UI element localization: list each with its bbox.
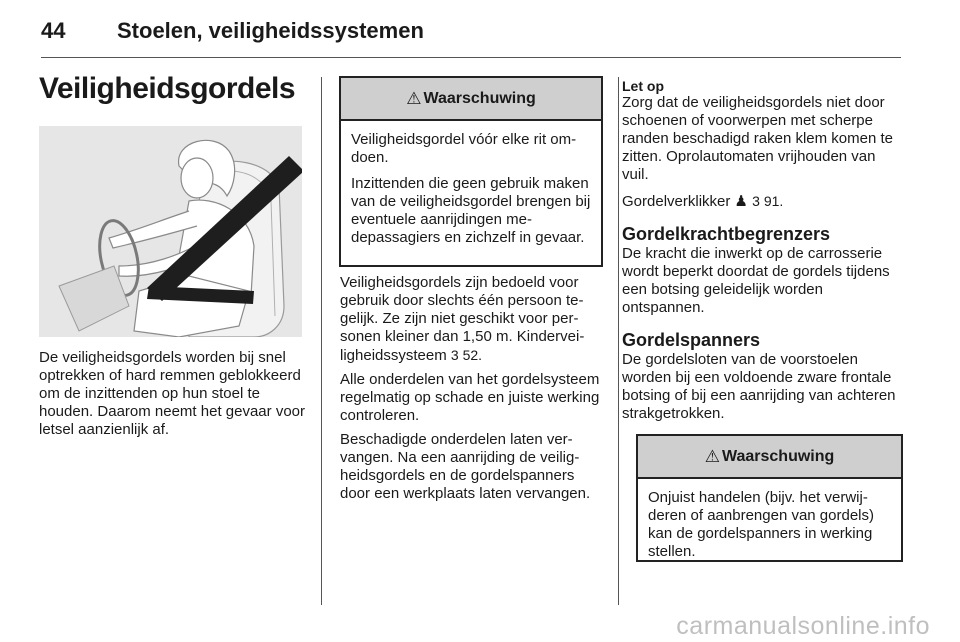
usage-paragraph	[340, 274, 606, 365]
warning-text-3: Onjuist handelen (bijv. het verwijderen of aanbrengen van gordels) kan de gordelspanners in werking stellen.	[648, 489, 874, 560]
column-1-text	[39, 349, 305, 445]
warning-header	[341, 78, 601, 121]
header-rule	[41, 57, 901, 58]
warning-triangle-icon: ⚠	[704, 446, 720, 466]
warning-box-1	[339, 76, 603, 267]
section-title: Stoelen, veiligheidssystemen	[117, 18, 424, 43]
note-text: Zorg dat de veiligheidsgordels niet door schoenen of voorwerpen met scherpe randen beschadigd raken klem komen te zitten. Oprolautomaten vrijhouden van vuil.	[622, 94, 893, 183]
column-3-text	[622, 78, 904, 429]
note-title: Let op	[622, 78, 664, 94]
page-number: 44	[41, 18, 66, 43]
usage-text: Veiligheidsgordels zijn bedoeld voor gebruik door slechts één persoon tegelijk. Ze zijn niet geschikt voor personen kleiner dan 1,50 m. Kinderveiligheidssysteem	[340, 274, 585, 364]
reminder-line	[622, 192, 904, 211]
page-reference: 3 52.	[450, 347, 483, 363]
warning-text-2: Inzittenden die geen gebruik maken van de veiligheidsgordel brengen bij eventuele aanrijdingen medepassagiers en zichzelf in gevaar.	[351, 175, 591, 246]
replacement-paragraph: Beschadigde onderdelen laten vervangen. Na een aanrijding de veiligheidsgordels en de gordelspanners door een werkplaats laten vervangen.	[340, 431, 591, 502]
tensioners-heading: Gordelspanners	[622, 330, 761, 350]
reminder-text: Gordelverklikker	[622, 193, 731, 210]
inspection-paragraph: Alle onderdelen van het gordelsysteem regelmatig op schade en juiste werking controleren.	[340, 371, 600, 424]
reminder-reference: 3 91.	[752, 193, 784, 209]
tensioners-text: De gordelsloten van de voorstoelen worden bij een voldoende zware frontale botsing of bij een aanrijding van achteren strakgetrokken.	[622, 351, 896, 422]
warning-title: Waarschuwing	[423, 89, 536, 107]
warning-body-2	[638, 479, 901, 575]
limiters-text: De kracht die inwerkt op de carrosserie wordt beperkt doordat de gordels tijdens een botsing geleidelijk worden ontspannen.	[622, 245, 890, 316]
warning-triangle-icon: ⚠	[406, 88, 422, 108]
warning-box-2	[636, 434, 903, 562]
seatbelt-reminder-icon: ♟	[734, 193, 748, 210]
page-header	[41, 18, 901, 58]
warning-body	[341, 121, 601, 261]
warning-header-2	[638, 436, 901, 479]
page-heading: Veiligheidsgordels	[39, 72, 296, 105]
warning-text-1: Veiligheidsgordel vóór elke rit omdoen.	[351, 131, 577, 166]
intro-paragraph: De veiligheidsgordels worden bij snel optrekken of hard remmen geblokkeerd om de inzittenden op hun stoel te houden. Daarom neemt het gevaar voor letsel aanzienlijk af.	[39, 349, 305, 438]
watermark: carmanualsonline.info	[676, 612, 930, 640]
column-divider-1	[321, 77, 322, 605]
seatbelt-illustration	[39, 126, 302, 337]
limiters-heading: Gordelkrachtbegrenzers	[622, 224, 831, 244]
column-2-text	[340, 274, 606, 509]
warning-title-2: Waarschuwing	[721, 447, 835, 465]
seatbelt-figure-svg	[39, 126, 302, 337]
